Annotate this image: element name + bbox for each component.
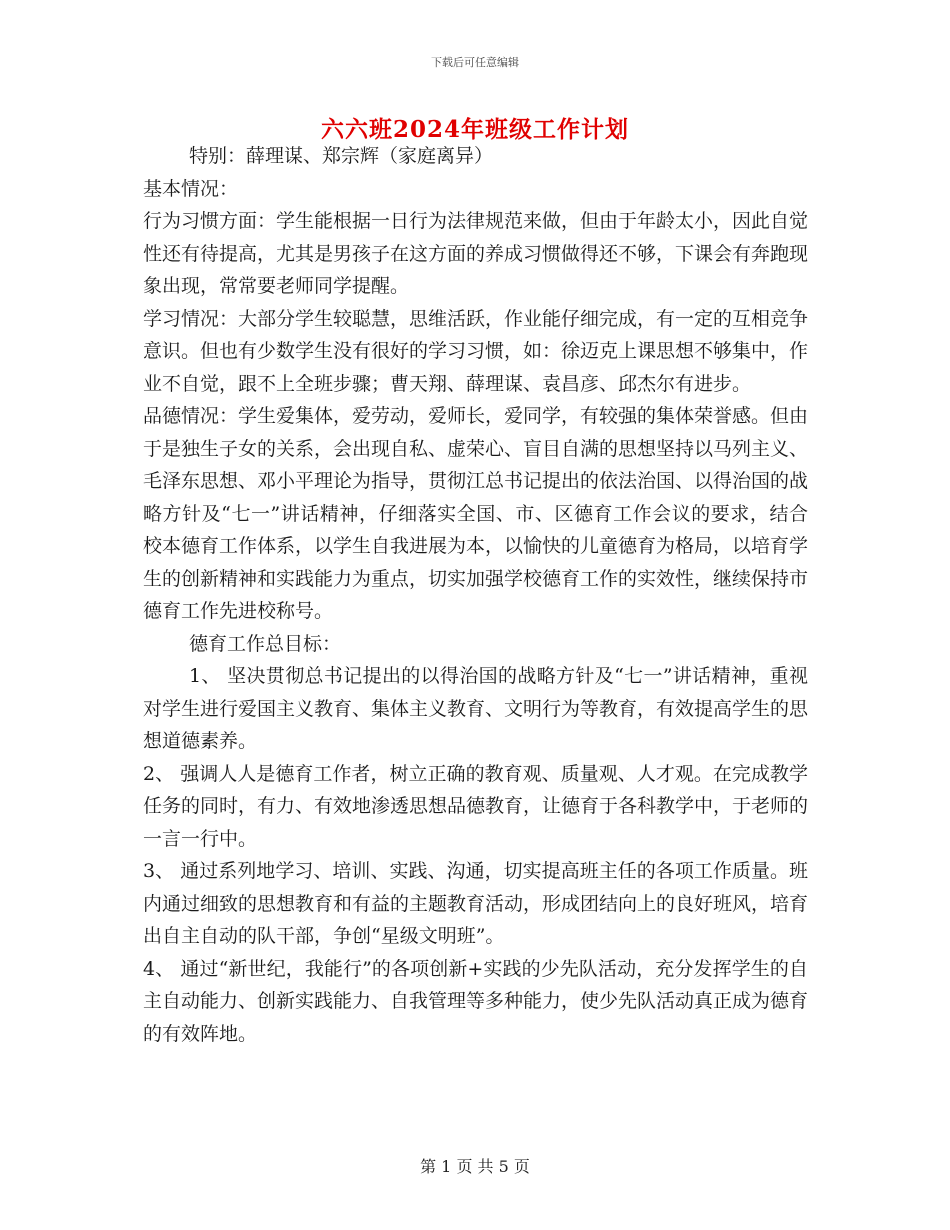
- basic-situation-heading: 基本情况：: [143, 177, 239, 200]
- goal-item-3: 3、 通过系列地学习、培训、实践、沟通，切实提高班主任的各项工作质量。班内通过细致的思想教育和有益的主题教育活动，形成团结向上的良好班风，培育出自主自动的队干部，争创“星级文明班”。: [143, 860, 809, 947]
- header-note: 下载后可任意编辑: [431, 56, 519, 69]
- document-body: [143, 140, 808, 1050]
- behavior-paragraph: 行为习惯方面：学生能根据一日行为法律规范来做，但由于年龄太小，因此自觉性还有待提高，尤其是男孩子在这方面的养成习惯做得还不够，下课会有奔跑现象出现，常常要老师同学提醒。: [143, 210, 809, 297]
- page-footer: 第 1 页 共 5 页: [420, 1157, 530, 1176]
- goal-item-1: 1、 坚决贯彻总书记提出的以得治国的战略方针及“七一”讲话精神，重视对学生进行爱国主义教育、集体主义教育、文明行为等教育，有效提高学生的思想道德素养。: [143, 665, 809, 752]
- goals-heading: 德育工作总目标：: [189, 632, 342, 655]
- document-title: 六六班2024年班级工作计划: [320, 116, 629, 143]
- morality-paragraph: 品德情况：学生爱集体，爱劳动，爱师长，爱同学，有较强的集体荣誉感。但由于是独生子女的关系，会出现自私、虚荣心、盲目自满的思想坚持以马列主义、毛泽东思想、邓小平理论为指导，贯彻江总书记提出的依法治国、以得治国的战略方针及“七一”讲话精神，仔细落实全国、市、区德育工作会议的要求，结合校本德育工作体系，以学生自我进展为本，以愉快的儿童德育为格局，以培育学生的创新精神和实践能力为重点，切实加强学校德育工作的实效性，继续保持市德育工作先进校称号。: [143, 405, 809, 622]
- special-note: 特别：薛理谋、郑宗辉（家庭离异）: [189, 145, 494, 167]
- study-paragraph: 学习情况：大部分学生较聪慧，思维活跃，作业能仔细完成，有一定的互相竞争意识。但也有少数学生没有很好的学习习惯，如：徐迈克上课思想不够集中，作业不自觉，跟不上全班步骤；曹天翔、薛理谋、袁昌彦、邱杰尔有进步。: [143, 307, 809, 395]
- goal-item-4: 4、 通过“新世纪，我能行”的各项创新+实践的少先队活动，充分发挥学生的自主自动能力、创新实践能力、自我管理等多种能力，使少先队活动真正成为德育的有效阵地。: [143, 957, 809, 1045]
- goal-item-2: 2、 强调人人是德育工作者，树立正确的教育观、质量观、人才观。在完成教学任务的同时，有力、有效地渗透思想品德教育，让德育于各科教学中，于老师的一言一行中。: [143, 762, 809, 850]
